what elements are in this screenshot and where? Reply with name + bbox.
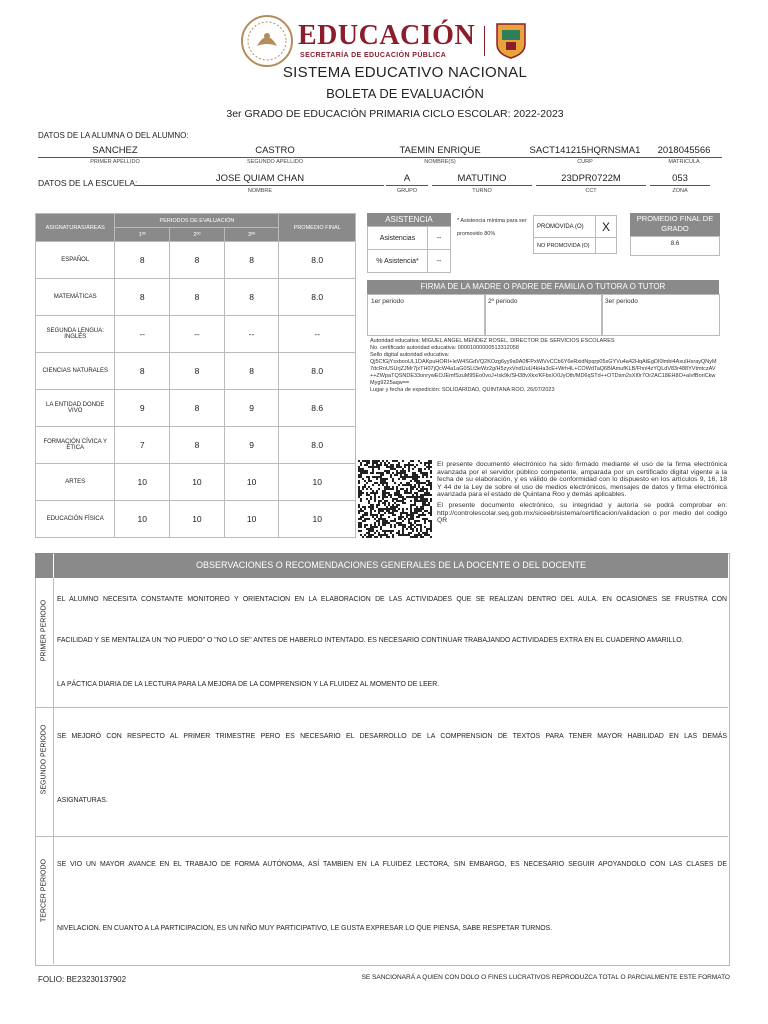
school-cct: 23DPR0722M xyxy=(561,173,621,184)
col-p1-header: 1ºº xyxy=(115,228,170,242)
school-section-label: DATOS DE LA ESCUELA: xyxy=(38,178,138,188)
nombres-label: NOMBRE(S) xyxy=(424,159,456,165)
school-cct-underline xyxy=(536,185,646,186)
p2-cell: 8 xyxy=(170,353,225,390)
subject-cell: SEGUNDA LENGUA: INGLÉS xyxy=(36,316,115,353)
final-cell: 8.0 xyxy=(279,242,356,279)
student-matricula: 2018045566 xyxy=(657,145,711,156)
attendance-table xyxy=(367,226,451,273)
p3-cell: 10 xyxy=(224,464,279,501)
school-nombre-label: NOMBRE xyxy=(247,188,273,194)
subject-cell: FORMACIÓN CÍVICA Y ÉTICA xyxy=(36,427,115,464)
final-cell: 8.6 xyxy=(279,390,356,427)
authority-line1: Autoridad educativa: MIGUEL ANGEL MENDEZ ROSEL, DIRECTOR DE SERVICIOS ESCOLARES xyxy=(370,338,615,344)
authority-block xyxy=(370,338,718,394)
school-zona: 053 xyxy=(672,173,688,184)
grade-row xyxy=(36,353,356,390)
school-grupo-underline xyxy=(386,185,428,186)
p1-cell: 10 xyxy=(115,464,170,501)
page-title: SISTEMA EDUCATIVO NACIONAL xyxy=(282,64,528,81)
student-curp: SACT141215HQRNSMA1 xyxy=(529,145,641,156)
school-turno: MATUTINO xyxy=(457,173,507,184)
period1-label: PRIMER PERIODO xyxy=(40,599,48,662)
p1-cell: 10 xyxy=(115,501,170,538)
period1-text-c: LA PÁCTICA DIARIA DE LA LECTURA PARA LA MEJORA DE LA COMPRENSION Y LA FLUIDEZ AL MOMENTO DE LEER. xyxy=(57,681,440,688)
attendance-title: ASISTENCIA xyxy=(367,213,451,226)
period3-text-a: SE VIO UN MAYOR AVANCE EN EL TRABAJO DE FORMA AUTÓNOMA, ASÍ TAMBIEN EN LA FLUIDEZ LECTORA, SIN EMBARGO, ES NECESARIO SEGUIR APOYANDOLO CON LAS CLASES DE xyxy=(57,861,727,868)
final-cell: 10 xyxy=(279,464,356,501)
promotion-table xyxy=(533,215,617,254)
p3-cell: 8 xyxy=(224,242,279,279)
period2-label: SEGUNDO PERIODO xyxy=(40,724,48,795)
observations-divider-v xyxy=(53,578,54,964)
matricula-label: MATRICULA xyxy=(668,159,700,165)
school-turno-label: TURNO xyxy=(472,188,492,194)
subject-cell: ESPAÑOL xyxy=(36,242,115,279)
subject-cell: LA ENTIDAD DONDE VIVO xyxy=(36,390,115,427)
grade-line: 3er GRADO DE EDUCACIÓN PRIMARIA CICLO ESCOLAR: 2022-2023 xyxy=(226,108,564,120)
subject-cell: MATEMÁTICAS xyxy=(36,279,115,316)
grade-row xyxy=(36,464,356,501)
state-emblem-logo xyxy=(494,20,538,64)
signature-box-p1[interactable] xyxy=(367,294,486,336)
school-turno-underline xyxy=(432,185,532,186)
p2-cell: 8 xyxy=(170,279,225,316)
signature-box-p2[interactable] xyxy=(484,294,603,336)
brand-subtitle: SECRETARÍA DE EDUCACIÓN PÚBLICA xyxy=(300,52,447,59)
p2-cell: 10 xyxy=(170,464,225,501)
final-cell: 10 xyxy=(279,501,356,538)
period1-text-a: EL ALUMNO NECESITA CONSTANTE MONITOREO Y ORIENTACION EN LA ELABORACION DE LAS ACTIVIDADES QUE SE REALIZAN DENTRO DEL AULA. EN OCASIONES SE FRUSTRA CON xyxy=(57,596,727,603)
attendance-row1-label: Asistencias xyxy=(368,227,428,250)
school-zona-label: ZONA xyxy=(672,188,688,194)
no-promovida-label: NO PROMOVIDA (O) xyxy=(534,238,596,254)
legal-p2: El presente documento electrónico, su integridad y autoría se podrá comprobar en: http://controlescolar.seq.gob.mx/siceeb/sistema/certificacion/validacion o por medio del codigo QR xyxy=(437,501,727,525)
school-zona-underline xyxy=(650,185,710,186)
signature-p3-label: 3er periodo xyxy=(605,298,638,305)
grade-row xyxy=(36,242,356,279)
qr-code xyxy=(358,460,432,538)
promovida-label: PROMOVIDA (O) xyxy=(534,216,596,238)
p1-cell: -- xyxy=(115,316,170,353)
authority-seal: Qj5CfGjYsxbooUL1DAKpuHORI+IeW4SGdVQ2KOzg6yy9a9A0fFPxWlVvCCb6Y6eRxidNpqrp05xGYVu4a42HqAtEgDI0lmbi4AxuIHxrayQNyM7dcRnUSUrjZJMr7jxTH07jQcW4a1aG0SLt3eWz2g/H5zyxVndUuU4kHa3cE+Wrh4L+COWdTaQ6BlAmufKLB/Fhnl4zYQLdV83r488YVtmtczAV++ZWpaTQSNDE33onrywEOJEmfSzuM95Eo0voJ+Isk9k/SH38vXkx/KFbxXXUyOth/MD6qSTd++OTDsm2sXI0r7Or2AC18EH8O+aIvfBoriCkwMyg9225aqw== xyxy=(370,359,717,386)
signature-box-p3[interactable] xyxy=(601,294,720,336)
p3-cell: 8 xyxy=(224,353,279,390)
legal-p1: El presente documento electrónico ha sido firmado mediante el uso de la firma electrónica avanzada por el servidor público competente, amparada por un certificado digital vigente a la fecha de su elaboración, y es válido de conformidad con lo dispuesto en los artículos 9, 16, 18 Y 44 de la Ley de sobre el uso de medios electrónicos, mensajes de datos y firma electrónica avanzada para el estado de Quintana Roo y demás aplicables. xyxy=(437,461,727,499)
school-nombre-underline xyxy=(134,185,384,186)
p1-cell: 7 xyxy=(115,427,170,464)
p2-cell: 8 xyxy=(170,242,225,279)
mexico-seal-logo xyxy=(240,14,294,68)
subject-cell: EDUCACIÓN FÍSICA xyxy=(36,501,115,538)
brand-divider xyxy=(484,26,485,56)
authority-line2: No. certificado autoridad educativa: 00001000000513312058 xyxy=(370,345,519,351)
col-p3-header: 3ºº xyxy=(224,228,279,242)
brand-title: EDUCACIÓN xyxy=(298,20,476,51)
col-final-header: PROMEDIO FINAL xyxy=(279,214,356,242)
col-subject-header: ASIGNATURAS/ÁREAS xyxy=(36,214,115,242)
student-apellido1: SANCHEZ xyxy=(92,145,138,156)
school-nombre: JOSE QUIAM CHAN xyxy=(215,173,305,184)
p2-cell: -- xyxy=(170,316,225,353)
subject-cell: CIENCIAS NATURALES xyxy=(36,353,115,390)
p3-cell: -- xyxy=(224,316,279,353)
p3-cell: 9 xyxy=(224,390,279,427)
observations-divider-2 xyxy=(35,836,728,837)
page-subtitle: BOLETA DE EVALUACIÓN xyxy=(326,86,484,101)
final-grade-value: 8.6 xyxy=(630,236,720,256)
p1-cell: 9 xyxy=(115,390,170,427)
no-promovida-mark xyxy=(596,238,617,254)
grade-row xyxy=(36,501,356,538)
school-cct-label: CCT xyxy=(585,188,597,194)
observations-box xyxy=(35,553,730,966)
authority-place: Lugar y fecha de expedición: SOLIDARIDAD, QUINTANA ROO, 26/07/2023 xyxy=(370,387,555,393)
legal-block xyxy=(437,461,727,525)
p2-cell: 10 xyxy=(170,501,225,538)
footer-notice: SE SANCIONARÁ A QUIEN CON DOLO O FINES LUCRATIVOS REPRODUZCA TOTAL O PARCIALMENTE ESTE FORMATO xyxy=(361,974,730,981)
grades-table xyxy=(35,213,356,538)
curp-label: CURP xyxy=(577,159,593,165)
student-underline xyxy=(38,157,722,158)
apellido2-label: SEGUNDO APELLIDO xyxy=(247,159,303,165)
subject-cell: ARTES xyxy=(36,464,115,501)
p3-cell: 8 xyxy=(224,279,279,316)
final-cell: 8.0 xyxy=(279,427,356,464)
apellido1-label: PRIMER APELLIDO xyxy=(90,159,140,165)
promovida-mark: X xyxy=(596,216,617,238)
student-apellido2: CASTRO xyxy=(255,145,295,156)
observations-title: OBSERVACIONES O RECOMENDACIONES GENERALES DE LA DOCENTE O DEL DOCENTE xyxy=(54,553,728,578)
col-periods-header: PERIODOS DE EVALUACIÓN xyxy=(115,214,279,228)
student-section-label: DATOS DE LA ALUMNA O DEL ALUMNO: xyxy=(38,131,189,140)
grade-row xyxy=(36,316,356,353)
observations-corner xyxy=(35,553,53,578)
attendance-row1-value: -- xyxy=(428,227,451,250)
school-grupo: A xyxy=(403,173,411,184)
signatures-title: FIRMA DE LA MADRE O PADRE DE FAMILIA O TUTORA O TUTOR xyxy=(367,280,719,294)
signature-p2-label: 2º periodo xyxy=(488,298,518,305)
p2-cell: 8 xyxy=(170,390,225,427)
period2-text-a: SE MEJORÓ CON RESPECTO AL PRIMER TRIMESTRE PERO ES NECESARIO EL DESARROLLO DE LA COMPRENSION DE TEXTOS PARA TENER MAYOR HABILIDAD EN LAS DEMÁS xyxy=(57,733,727,740)
p3-cell: 9 xyxy=(224,427,279,464)
folio: FOLIO: BE23230137902 xyxy=(38,975,127,984)
period3-label: TERCER PERIODO xyxy=(40,859,48,923)
p3-cell: 10 xyxy=(224,501,279,538)
p1-cell: 8 xyxy=(115,353,170,390)
period2-text-b: ASIGNATURAS. xyxy=(57,797,108,804)
signature-p1-label: 1er periodo xyxy=(371,298,404,305)
school-grupo-label: GRUPO xyxy=(396,188,418,194)
final-cell: -- xyxy=(279,316,356,353)
final-cell: 8.0 xyxy=(279,353,356,390)
final-cell: 8.0 xyxy=(279,279,356,316)
final-grade-title: PROMEDIO FINAL DE GRADO xyxy=(630,213,720,236)
attendance-note: * Asistencia mínima para ser promovido 80% xyxy=(457,218,527,237)
authority-line3: Sello digital autoridad educativa: xyxy=(370,352,450,358)
p2-cell: 8 xyxy=(170,427,225,464)
period1-text-b: FACILIDAD Y SE MENTALIZA UN "NO PUEDO" O "NO LO SE" ANTES DE HABERLO INTENTADO. ES NECESARIO CONTINUAR TRABAJANDO ACTIVIDADES EXTRA EN EL CUADERNO AMARILLO. xyxy=(57,637,684,644)
grade-row xyxy=(36,427,356,464)
col-p2-header: 2ºº xyxy=(170,228,225,242)
observations-divider-1 xyxy=(35,707,728,708)
p1-cell: 8 xyxy=(115,242,170,279)
period3-text-b: NIVELACION. EN CUANTO A LA PARTICIPACION, ES UN NIÑO MUY PARTICIPATIVO, LE GUSTA EXPRESAR LO QUE PIENSA, SABE RESPETAR TURNOS. xyxy=(57,925,553,932)
student-nombres: TAEMIN ENRIQUE xyxy=(399,145,481,156)
attendance-row2-label: % Asistencia* xyxy=(368,250,428,273)
grade-row xyxy=(36,279,356,316)
attendance-row2-value: -- xyxy=(428,250,451,273)
p1-cell: 8 xyxy=(115,279,170,316)
grade-row xyxy=(36,390,356,427)
